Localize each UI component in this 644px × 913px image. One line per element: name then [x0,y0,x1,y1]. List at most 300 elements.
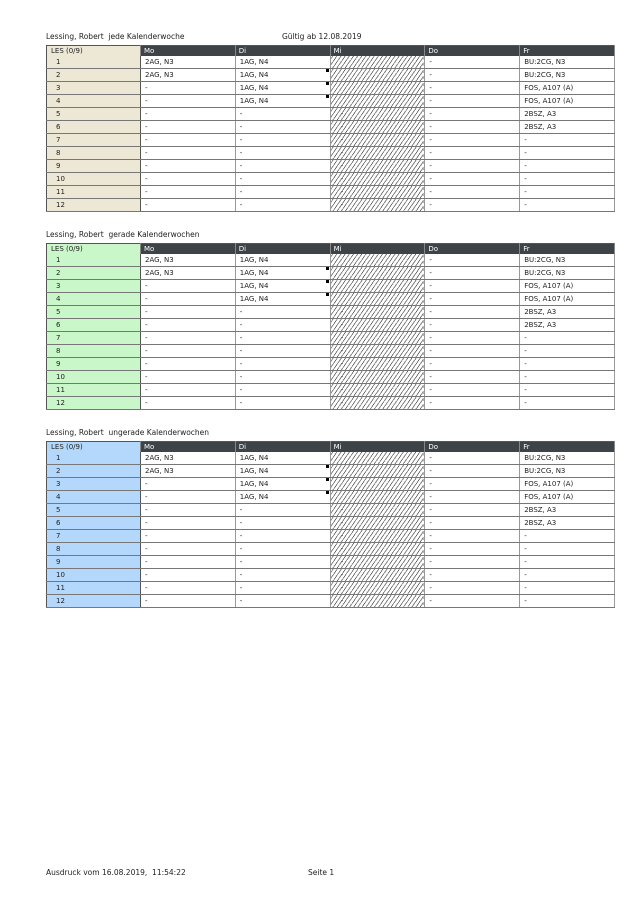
period-number: 8 [47,147,141,160]
table-row [47,478,615,491]
cell-fr[interactable]: - [520,543,615,556]
cell-di[interactable]: 1AG, N4 [235,280,330,293]
cell-text: - [340,584,344,592]
cell-mo[interactable]: - [141,173,236,186]
cell-di[interactable]: - [235,134,330,147]
cell-mi[interactable] [330,582,425,595]
cell-mi[interactable] [330,517,425,530]
cell-mo[interactable]: 2AG, N3 [141,69,236,82]
table-row [47,199,615,212]
section-title: Lessing, Robert jede Kalenderwoche [46,32,185,41]
period-number: 6 [47,517,141,530]
cell-di[interactable]: - [235,186,330,199]
cell-text: - [340,373,344,381]
cell-do[interactable]: - [425,199,520,212]
day-header-mi: Mi [330,442,425,453]
cell-fr[interactable]: 2BSZ, A3 [520,504,615,517]
cell-do[interactable]: - [425,595,520,608]
table-row [47,371,615,384]
cell-di[interactable]: - [235,358,330,371]
period-number: 12 [47,199,141,212]
cell-mo[interactable]: - [141,293,236,306]
cell-fr[interactable]: - [520,345,615,358]
cell-fr[interactable]: - [520,384,615,397]
cell-mi[interactable] [330,306,425,319]
period-number: 11 [47,582,141,595]
cell-mo[interactable]: - [141,371,236,384]
cell-mo[interactable]: 2AG, N3 [141,56,236,69]
marker-icon [326,491,329,494]
cell-di[interactable]: 1AG, N4 [235,452,330,465]
cell-do[interactable]: - [425,186,520,199]
table-row [47,254,615,267]
period-number: 12 [47,397,141,410]
cell-di[interactable]: - [235,543,330,556]
marker-icon [326,69,329,72]
table-row [47,358,615,371]
cell-do[interactable]: - [425,397,520,410]
cell-fr[interactable]: - [520,530,615,543]
cell-mo[interactable]: - [141,147,236,160]
cell-mi[interactable] [330,267,425,280]
cell-mi[interactable] [330,465,425,478]
cell-mo[interactable]: - [141,384,236,397]
cell-do[interactable]: - [425,465,520,478]
cell-fr[interactable]: 2BSZ, A3 [520,319,615,332]
cell-mo[interactable]: - [141,478,236,491]
page-number: Seite 1 [308,868,335,877]
cell-mi[interactable] [330,530,425,543]
grid-corner-label: LES (0/9) [47,46,141,57]
table-row [47,517,615,530]
cell-text: - [340,347,344,355]
cell-fr[interactable]: 2BSZ, A3 [520,517,615,530]
cell-di[interactable]: - [235,582,330,595]
cell-fr[interactable]: - [520,160,615,173]
table-row [47,293,615,306]
period-number: 3 [47,478,141,491]
timetable-grid [46,441,615,608]
cell-fr[interactable]: - [520,582,615,595]
period-number: 10 [47,569,141,582]
cell-mo[interactable]: - [141,543,236,556]
table-row [47,121,615,134]
cell-mo[interactable]: - [141,199,236,212]
table-row [47,582,615,595]
cell-mi[interactable] [330,134,425,147]
cell-mi[interactable] [330,186,425,199]
cell-di[interactable]: - [235,371,330,384]
cell-di[interactable]: - [235,199,330,212]
period-number: 2 [47,465,141,478]
marker-icon [326,478,329,481]
period-number: 9 [47,556,141,569]
period-number: 11 [47,384,141,397]
period-number: 10 [47,371,141,384]
cell-mi[interactable] [330,254,425,267]
period-number: 3 [47,280,141,293]
cell-mi[interactable] [330,491,425,504]
cell-fr[interactable]: FOS, A107 (A) [520,82,615,95]
cell-text: - [340,175,344,183]
cell-mi[interactable] [330,452,425,465]
cell-mi[interactable] [330,332,425,345]
table-row [47,160,615,173]
table-row [47,465,615,478]
cell-do[interactable]: - [425,504,520,517]
period-number: 11 [47,186,141,199]
cell-mo[interactable]: - [141,121,236,134]
table-row [47,173,615,186]
cell-text: - [340,545,344,553]
marker-icon [326,293,329,296]
cell-mi[interactable] [330,595,425,608]
cell-di[interactable]: - [235,569,330,582]
cell-mi[interactable] [330,543,425,556]
timetable-grid [46,243,615,410]
day-header-do: Do [425,442,520,453]
period-number: 8 [47,345,141,358]
period-number: 1 [47,254,141,267]
cell-mo[interactable]: - [141,569,236,582]
cell-mi[interactable] [330,95,425,108]
cell-mo[interactable]: - [141,160,236,173]
period-number: 12 [47,595,141,608]
cell-mi[interactable] [330,371,425,384]
table-row [47,69,615,82]
cell-mo[interactable]: - [141,95,236,108]
cell-do[interactable]: - [425,254,520,267]
cell-fr[interactable]: 2BSZ, A3 [520,306,615,319]
cell-text: - [340,399,344,407]
cell-text: - [340,321,344,329]
cell-di[interactable]: - [235,332,330,345]
cell-text: - [340,308,344,316]
cell-do[interactable]: - [425,556,520,569]
period-number: 10 [47,173,141,186]
table-row [47,332,615,345]
table-row [47,82,615,95]
cell-di[interactable]: 1AG, N4 [235,254,330,267]
cell-text: - [340,162,344,170]
cell-di[interactable]: 1AG, N4 [235,267,330,280]
cell-text: - [340,334,344,342]
cell-di[interactable]: 1AG, N4 [235,69,330,82]
cell-do[interactable]: - [425,319,520,332]
period-number: 3 [47,82,141,95]
cell-mo[interactable]: - [141,530,236,543]
table-row [47,108,615,121]
cell-mi[interactable] [330,358,425,371]
cell-mi[interactable] [330,173,425,186]
cell-mi[interactable] [330,82,425,95]
cell-fr[interactable]: FOS, A107 (A) [520,293,615,306]
cell-fr[interactable]: FOS, A107 (A) [520,280,615,293]
table-row [47,280,615,293]
cell-do[interactable]: - [425,121,520,134]
cell-mi[interactable] [330,293,425,306]
cell-do[interactable]: - [425,69,520,82]
cell-mi[interactable] [330,556,425,569]
cell-mo[interactable]: 2AG, N3 [141,465,236,478]
cell-do[interactable]: - [425,147,520,160]
cell-mo[interactable]: - [141,108,236,121]
cell-text: - [340,597,344,605]
period-number: 1 [47,56,141,69]
cell-mi[interactable] [330,569,425,582]
cell-di[interactable]: - [235,504,330,517]
cell-text: - [340,201,344,209]
marker-icon [326,267,329,270]
cell-mi[interactable] [330,384,425,397]
cell-do[interactable]: - [425,108,520,121]
table-row [47,186,615,199]
cell-fr[interactable]: BU:2CG, N3 [520,56,615,69]
table-row [47,452,615,465]
cell-do[interactable]: - [425,569,520,582]
cell-mo[interactable]: - [141,319,236,332]
cell-di[interactable]: 1AG, N4 [235,465,330,478]
day-header-mi: Mi [330,244,425,255]
cell-mi[interactable] [330,397,425,410]
cell-mo[interactable]: 2AG, N3 [141,452,236,465]
cell-do[interactable]: - [425,543,520,556]
day-header-di: Di [235,46,330,57]
cell-mi[interactable] [330,160,425,173]
period-number: 2 [47,69,141,82]
cell-di[interactable]: 1AG, N4 [235,95,330,108]
cell-mo[interactable]: 2AG, N3 [141,267,236,280]
table-row [47,56,615,69]
cell-fr[interactable]: - [520,186,615,199]
cell-text: - [340,110,344,118]
cell-di[interactable]: - [235,121,330,134]
table-row [47,147,615,160]
cell-fr[interactable]: BU:2CG, N3 [520,69,615,82]
cell-do[interactable]: - [425,82,520,95]
cell-text: - [340,519,344,527]
cell-fr[interactable]: - [520,199,615,212]
period-number: 9 [47,160,141,173]
cell-mo[interactable]: - [141,306,236,319]
print-timestamp: Ausdruck vom 16.08.2019, 11:54:22 [46,868,186,877]
cell-text: - [340,149,344,157]
period-number: 7 [47,134,141,147]
table-row [47,543,615,556]
cell-mi[interactable] [330,121,425,134]
cell-di[interactable]: - [235,160,330,173]
table-row [47,595,615,608]
cell-do[interactable]: - [425,134,520,147]
cell-mo[interactable]: 2AG, N3 [141,254,236,267]
cell-di[interactable]: - [235,556,330,569]
period-number: 4 [47,95,141,108]
cell-fr[interactable]: - [520,595,615,608]
day-header-mi: Mi [330,46,425,57]
cell-di[interactable]: - [235,595,330,608]
cell-text: - [340,506,344,514]
cell-fr[interactable]: - [520,556,615,569]
cell-di[interactable]: 1AG, N4 [235,478,330,491]
cell-do[interactable]: - [425,95,520,108]
cell-di[interactable]: - [235,108,330,121]
day-header-fr: Fr [520,244,615,255]
cell-di[interactable]: - [235,173,330,186]
cell-do[interactable]: - [425,452,520,465]
cell-fr[interactable]: BU:2CG, N3 [520,267,615,280]
table-row [47,397,615,410]
cell-text: - [340,571,344,579]
cell-mo[interactable]: - [141,491,236,504]
table-row [47,384,615,397]
cell-text: - [340,136,344,144]
cell-do[interactable]: - [425,478,520,491]
cell-mi[interactable] [330,147,425,160]
cell-di[interactable]: - [235,384,330,397]
period-number: 6 [47,319,141,332]
cell-mo[interactable]: - [141,280,236,293]
period-number: 4 [47,491,141,504]
cell-fr[interactable]: - [520,371,615,384]
cell-do[interactable]: - [425,56,520,69]
cell-mi[interactable] [330,478,425,491]
cell-do[interactable]: - [425,306,520,319]
cell-fr[interactable]: - [520,134,615,147]
cell-mi[interactable] [330,504,425,517]
cell-fr[interactable]: BU:2CG, N3 [520,465,615,478]
table-row [47,345,615,358]
cell-mo[interactable]: - [141,582,236,595]
table-row [47,306,615,319]
cell-fr[interactable]: 2BSZ, A3 [520,121,615,134]
cell-fr[interactable]: - [520,397,615,410]
cell-mo[interactable]: - [141,504,236,517]
cell-mo[interactable]: - [141,134,236,147]
cell-mo[interactable]: - [141,332,236,345]
table-row [47,491,615,504]
cell-text: - [340,188,344,196]
period-number: 7 [47,332,141,345]
table-row [47,504,615,517]
period-number: 4 [47,293,141,306]
cell-mo[interactable]: - [141,82,236,95]
period-number: 8 [47,543,141,556]
cell-di[interactable]: - [235,345,330,358]
day-header-do: Do [425,244,520,255]
cell-fr[interactable]: - [520,569,615,582]
day-header-fr: Fr [520,46,615,57]
cell-di[interactable]: 1AG, N4 [235,82,330,95]
day-header-di: Di [235,244,330,255]
cell-fr[interactable]: BU:2CG, N3 [520,452,615,465]
cell-do[interactable]: - [425,582,520,595]
table-row [47,556,615,569]
cell-do[interactable]: - [425,280,520,293]
cell-text: - [340,360,344,368]
cell-mo[interactable]: - [141,517,236,530]
cell-mi[interactable] [330,199,425,212]
period-number: 7 [47,530,141,543]
grid-corner-label: LES (0/9) [47,442,141,453]
period-number: 1 [47,452,141,465]
cell-mo[interactable]: - [141,358,236,371]
cell-mi[interactable] [330,319,425,332]
day-header-mo: Mo [141,46,236,57]
cell-mo[interactable]: - [141,186,236,199]
cell-fr[interactable]: - [520,332,615,345]
cell-do[interactable]: - [425,345,520,358]
cell-di[interactable]: - [235,530,330,543]
cell-mo[interactable]: - [141,595,236,608]
cell-do[interactable]: - [425,358,520,371]
cell-di[interactable]: 1AG, N4 [235,56,330,69]
table-row [47,569,615,582]
cell-do[interactable]: - [425,371,520,384]
table-row [47,95,615,108]
period-number: 5 [47,108,141,121]
table-row [47,267,615,280]
cell-di[interactable]: - [235,306,330,319]
cell-do[interactable]: - [425,517,520,530]
cell-fr[interactable]: 2BSZ, A3 [520,108,615,121]
cell-do[interactable]: - [425,332,520,345]
cell-di[interactable]: 1AG, N4 [235,491,330,504]
cell-mi[interactable] [330,280,425,293]
cell-fr[interactable]: FOS, A107 (A) [520,478,615,491]
marker-icon [326,82,329,85]
cell-fr[interactable]: BU:2CG, N3 [520,254,615,267]
marker-icon [326,465,329,468]
cell-do[interactable]: - [425,160,520,173]
cell-do[interactable]: - [425,491,520,504]
cell-do[interactable]: - [425,384,520,397]
cell-di[interactable]: - [235,517,330,530]
cell-mi[interactable] [330,56,425,69]
table-row [47,319,615,332]
period-number: 6 [47,121,141,134]
cell-do[interactable]: - [425,293,520,306]
cell-mi[interactable] [330,345,425,358]
cell-fr[interactable]: - [520,173,615,186]
period-number: 5 [47,504,141,517]
cell-fr[interactable]: - [520,358,615,371]
cell-di[interactable]: 1AG, N4 [235,293,330,306]
cell-do[interactable]: - [425,173,520,186]
cell-do[interactable]: - [425,267,520,280]
day-header-mo: Mo [141,244,236,255]
period-number: 9 [47,358,141,371]
cell-mo[interactable]: - [141,556,236,569]
day-header-do: Do [425,46,520,57]
cell-di[interactable]: - [235,147,330,160]
cell-mi[interactable] [330,69,425,82]
day-header-fr: Fr [520,442,615,453]
valid-from-label: Gültig ab 12.08.2019 [282,32,362,41]
cell-mi[interactable] [330,108,425,121]
cell-text: - [340,123,344,131]
timetable-grid [46,45,615,212]
grid-corner-label: LES (0/9) [47,244,141,255]
cell-di[interactable]: - [235,319,330,332]
cell-do[interactable]: - [425,530,520,543]
cell-mo[interactable]: - [141,345,236,358]
section-title: Lessing, Robert ungerade Kalenderwochen [46,428,210,437]
cell-fr[interactable]: - [520,147,615,160]
cell-fr[interactable]: FOS, A107 (A) [520,491,615,504]
cell-di[interactable]: - [235,397,330,410]
cell-mo[interactable]: - [141,397,236,410]
cell-fr[interactable]: FOS, A107 (A) [520,95,615,108]
